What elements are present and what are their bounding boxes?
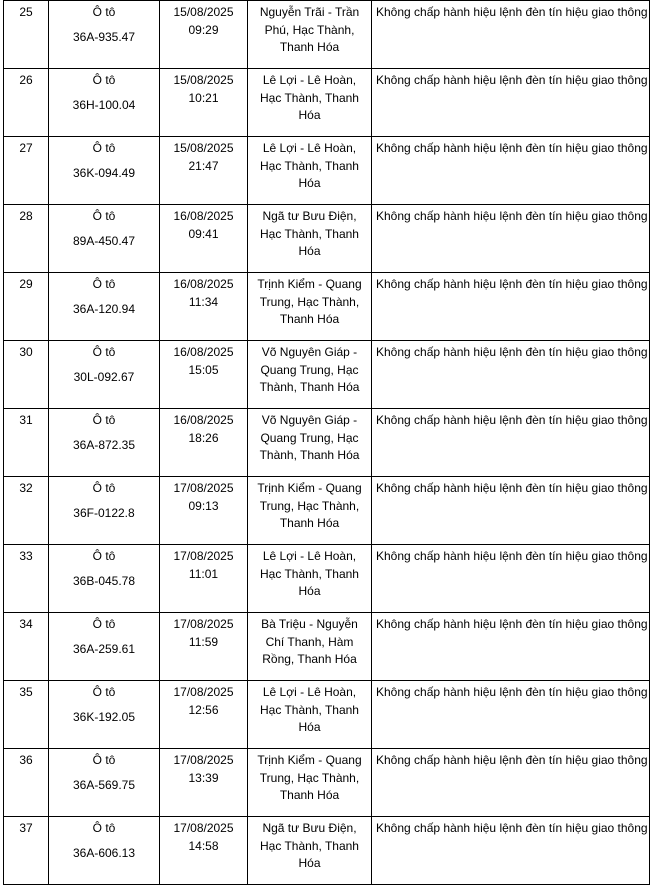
location-line: Hóa xyxy=(298,108,321,122)
violation-time: 11:59 xyxy=(188,634,219,649)
location-line: Thành, Thanh Hóa xyxy=(259,448,360,462)
location-line: Trịnh Kiểm - Quang xyxy=(257,277,362,291)
location-line: Thanh Hóa xyxy=(279,788,340,802)
violations-table-body xyxy=(4,1,650,885)
violation-time: 15:05 xyxy=(188,362,219,377)
vehicle-cell xyxy=(49,681,160,749)
vehicle-type: Ô tô xyxy=(92,209,116,223)
location-line: Trung, Hạc Thành, xyxy=(259,294,360,309)
row-number-cell xyxy=(4,137,49,205)
location-line: Võ Nguyên Giáp - xyxy=(261,413,358,427)
row-number: 26 xyxy=(19,73,33,87)
datetime-cell xyxy=(160,137,248,205)
license-plate: 36A-120.94 xyxy=(72,301,136,316)
location-line: Bà Triệu - Nguyễn xyxy=(261,617,358,631)
location-cell xyxy=(248,69,372,137)
violation-date: 17/08/2025 xyxy=(173,753,234,767)
table-row xyxy=(4,749,650,817)
vehicle-type: Ô tô xyxy=(92,277,116,291)
location-line: Quang Trung, Hạc xyxy=(260,362,359,377)
vehicle-cell xyxy=(49,613,160,681)
violation-date: 17/08/2025 xyxy=(173,481,234,495)
violation-text: Không chấp hành hiệu lệnh đèn tín hiệu giao thông xyxy=(376,481,648,495)
location-line: Hạc Thành, Thanh xyxy=(260,702,359,717)
location-line: Lê Lợi - Lê Hoàn, xyxy=(262,73,357,87)
location-line: Trịnh Kiểm - Quang xyxy=(257,753,362,767)
violation-time: 09:41 xyxy=(188,226,219,241)
violation-text: Không chấp hành hiệu lệnh đèn tín hiệu giao thông xyxy=(376,549,648,563)
row-number-cell xyxy=(4,1,49,69)
location-line: Hạc Thành, Thanh xyxy=(260,226,359,241)
location-line: Thanh Hóa xyxy=(279,312,340,326)
row-number: 37 xyxy=(19,821,33,835)
vehicle-type: Ô tô xyxy=(92,345,116,359)
violation-cell xyxy=(372,817,650,885)
violation-date: 15/08/2025 xyxy=(173,141,234,155)
license-plate: 36K-094.49 xyxy=(72,165,136,180)
row-number: 35 xyxy=(19,685,33,699)
vehicle-type: Ô tô xyxy=(92,549,116,563)
violation-time: 11:01 xyxy=(188,566,219,581)
license-plate: 36F-0122.8 xyxy=(73,505,135,520)
violation-time: 21:47 xyxy=(188,158,219,173)
row-number: 29 xyxy=(19,277,33,291)
location-line: Thanh Hóa xyxy=(279,40,340,54)
vehicle-type: Ô tô xyxy=(92,141,116,155)
violation-text: Không chấp hành hiệu lệnh đèn tín hiệu giao thông xyxy=(376,617,648,631)
violation-cell xyxy=(372,1,650,69)
license-plate: 36H-100.04 xyxy=(72,97,136,112)
table-row xyxy=(4,477,650,545)
violation-cell xyxy=(372,205,650,273)
location-cell xyxy=(248,273,372,341)
vehicle-type: Ô tô xyxy=(92,821,116,835)
license-plate: 36A-259.61 xyxy=(72,641,136,656)
location-line: Hạc Thành, Thanh xyxy=(260,566,359,581)
license-plate: 36A-872.35 xyxy=(72,437,136,452)
violation-text: Không chấp hành hiệu lệnh đèn tín hiệu giao thông xyxy=(376,141,648,155)
license-plate: 36A-935.47 xyxy=(72,29,136,44)
violation-cell xyxy=(372,273,650,341)
table-row xyxy=(4,545,650,613)
violation-cell xyxy=(372,613,650,681)
violation-text: Không chấp hành hiệu lệnh đèn tín hiệu giao thông xyxy=(376,277,648,291)
location-line: Hạc Thành, Thanh xyxy=(260,838,359,853)
vehicle-cell xyxy=(49,205,160,273)
vehicle-cell xyxy=(49,137,160,205)
row-number: 25 xyxy=(19,5,33,19)
vehicle-cell xyxy=(49,409,160,477)
row-number-cell xyxy=(4,409,49,477)
table-row xyxy=(4,137,650,205)
violation-cell xyxy=(372,69,650,137)
violation-time: 18:26 xyxy=(188,430,219,445)
violation-time: 10:21 xyxy=(188,90,219,105)
location-line: Nguyễn Trãi - Trần xyxy=(259,5,360,19)
location-line: Hóa xyxy=(298,244,321,258)
table-row xyxy=(4,817,650,885)
location-line: Rồng, Thanh Hóa xyxy=(262,652,357,666)
violation-cell xyxy=(372,341,650,409)
row-number-cell xyxy=(4,273,49,341)
violation-text: Không chấp hành hiệu lệnh đèn tín hiệu giao thông xyxy=(376,685,648,699)
datetime-cell xyxy=(160,477,248,545)
violation-date: 17/08/2025 xyxy=(173,685,234,699)
table-row xyxy=(4,681,650,749)
vehicle-cell xyxy=(49,817,160,885)
table-row xyxy=(4,273,650,341)
violation-text: Không chấp hành hiệu lệnh đèn tín hiệu giao thông xyxy=(376,73,648,87)
violation-time: 12:56 xyxy=(188,702,219,717)
violation-text: Không chấp hành hiệu lệnh đèn tín hiệu giao thông xyxy=(376,345,648,359)
datetime-cell xyxy=(160,341,248,409)
violation-date: 16/08/2025 xyxy=(173,413,234,427)
table-row xyxy=(4,341,650,409)
datetime-cell xyxy=(160,613,248,681)
location-line: Thành, Thanh Hóa xyxy=(259,380,360,394)
violation-cell xyxy=(372,477,650,545)
row-number-cell xyxy=(4,817,49,885)
vehicle-type: Ô tô xyxy=(92,685,116,699)
table-row xyxy=(4,409,650,477)
violation-time: 14:58 xyxy=(188,838,219,853)
violation-date: 17/08/2025 xyxy=(173,821,234,835)
violation-time: 11:34 xyxy=(188,294,219,309)
violations-table xyxy=(3,0,650,885)
vehicle-cell xyxy=(49,69,160,137)
location-line: Hóa xyxy=(298,856,321,870)
datetime-cell xyxy=(160,205,248,273)
datetime-cell xyxy=(160,273,248,341)
violation-cell xyxy=(372,749,650,817)
vehicle-cell xyxy=(49,749,160,817)
location-line: Ngã tư Bưu Điện, xyxy=(262,209,357,223)
license-plate: 30L-092.67 xyxy=(73,369,135,384)
license-plate: 36A-606.13 xyxy=(72,845,136,860)
location-line: Hóa xyxy=(298,176,321,190)
location-line: Chí Thanh, Hàm xyxy=(265,634,354,649)
location-cell xyxy=(248,1,372,69)
violation-cell xyxy=(372,137,650,205)
violation-text: Không chấp hành hiệu lệnh đèn tín hiệu giao thông xyxy=(376,209,648,223)
license-plate: 36A-569.75 xyxy=(72,777,136,792)
row-number: 34 xyxy=(19,617,33,631)
row-number-cell xyxy=(4,205,49,273)
vehicle-type: Ô tô xyxy=(92,617,116,631)
location-line: Trịnh Kiểm - Quang xyxy=(257,481,362,495)
location-line: Thanh Hóa xyxy=(279,516,340,530)
violation-cell xyxy=(372,409,650,477)
row-number-cell xyxy=(4,69,49,137)
row-number: 32 xyxy=(19,481,33,495)
violation-date: 15/08/2025 xyxy=(173,73,234,87)
license-plate: 36B-045.78 xyxy=(72,573,136,588)
location-line: Lê Lợi - Lê Hoàn, xyxy=(262,549,357,563)
location-line: Võ Nguyên Giáp - xyxy=(261,345,358,359)
location-cell xyxy=(248,613,372,681)
row-number: 33 xyxy=(19,549,33,563)
location-line: Trung, Hạc Thành, xyxy=(259,770,360,785)
violation-date: 17/08/2025 xyxy=(173,617,234,631)
row-number: 31 xyxy=(19,413,33,427)
location-line: Phú, Hạc Thành, xyxy=(264,22,355,37)
location-line: Hạc Thành, Thanh xyxy=(260,158,359,173)
row-number: 28 xyxy=(19,209,33,223)
datetime-cell xyxy=(160,545,248,613)
table-row xyxy=(4,1,650,69)
location-cell xyxy=(248,681,372,749)
location-line: Ngã tư Bưu Điện, xyxy=(262,821,357,835)
row-number-cell xyxy=(4,477,49,545)
datetime-cell xyxy=(160,749,248,817)
table-row xyxy=(4,69,650,137)
violation-date: 15/08/2025 xyxy=(173,5,234,19)
vehicle-cell xyxy=(49,1,160,69)
datetime-cell xyxy=(160,409,248,477)
datetime-cell xyxy=(160,69,248,137)
datetime-cell xyxy=(160,681,248,749)
location-cell xyxy=(248,749,372,817)
datetime-cell xyxy=(160,1,248,69)
location-cell xyxy=(248,545,372,613)
location-line: Hóa xyxy=(298,720,321,734)
vehicle-type: Ô tô xyxy=(92,5,116,19)
location-cell xyxy=(248,341,372,409)
location-cell xyxy=(248,205,372,273)
table-row xyxy=(4,613,650,681)
location-line: Lê Lợi - Lê Hoàn, xyxy=(262,685,357,699)
location-line: Trung, Hạc Thành, xyxy=(259,498,360,513)
license-plate: 89A-450.47 xyxy=(72,233,136,248)
location-cell xyxy=(248,817,372,885)
violation-text: Không chấp hành hiệu lệnh đèn tín hiệu giao thông xyxy=(376,753,648,767)
table-row xyxy=(4,205,650,273)
row-number: 27 xyxy=(19,141,33,155)
row-number-cell xyxy=(4,681,49,749)
row-number: 30 xyxy=(19,345,33,359)
violation-text: Không chấp hành hiệu lệnh đèn tín hiệu giao thông xyxy=(376,413,648,427)
location-line: Quang Trung, Hạc xyxy=(260,430,359,445)
datetime-cell xyxy=(160,817,248,885)
violation-date: 16/08/2025 xyxy=(173,209,234,223)
vehicle-type: Ô tô xyxy=(92,753,116,767)
violation-date: 16/08/2025 xyxy=(173,345,234,359)
license-plate: 36K-192.05 xyxy=(72,709,136,724)
violation-time: 13:39 xyxy=(188,770,219,785)
vehicle-cell xyxy=(49,341,160,409)
row-number-cell xyxy=(4,613,49,681)
violation-date: 17/08/2025 xyxy=(173,549,234,563)
vehicle-cell xyxy=(49,477,160,545)
location-line: Hóa xyxy=(298,584,321,598)
row-number-cell xyxy=(4,749,49,817)
row-number: 36 xyxy=(19,753,33,767)
violation-cell xyxy=(372,681,650,749)
violation-time: 09:13 xyxy=(188,498,219,513)
violation-time: 09:29 xyxy=(188,22,219,37)
location-cell xyxy=(248,409,372,477)
vehicle-type: Ô tô xyxy=(92,73,116,87)
location-line: Lê Lợi - Lê Hoàn, xyxy=(262,141,357,155)
violation-text: Không chấp hành hiệu lệnh đèn tín hiệu giao thông xyxy=(376,821,648,835)
row-number-cell xyxy=(4,545,49,613)
location-cell xyxy=(248,137,372,205)
vehicle-type: Ô tô xyxy=(92,413,116,427)
location-cell xyxy=(248,477,372,545)
vehicle-cell xyxy=(49,545,160,613)
vehicle-cell xyxy=(49,273,160,341)
violation-text: Không chấp hành hiệu lệnh đèn tín hiệu giao thông xyxy=(376,5,648,19)
location-line: Hạc Thành, Thanh xyxy=(260,90,359,105)
vehicle-type: Ô tô xyxy=(92,481,116,495)
row-number-cell xyxy=(4,341,49,409)
violation-cell xyxy=(372,545,650,613)
violation-date: 16/08/2025 xyxy=(173,277,234,291)
